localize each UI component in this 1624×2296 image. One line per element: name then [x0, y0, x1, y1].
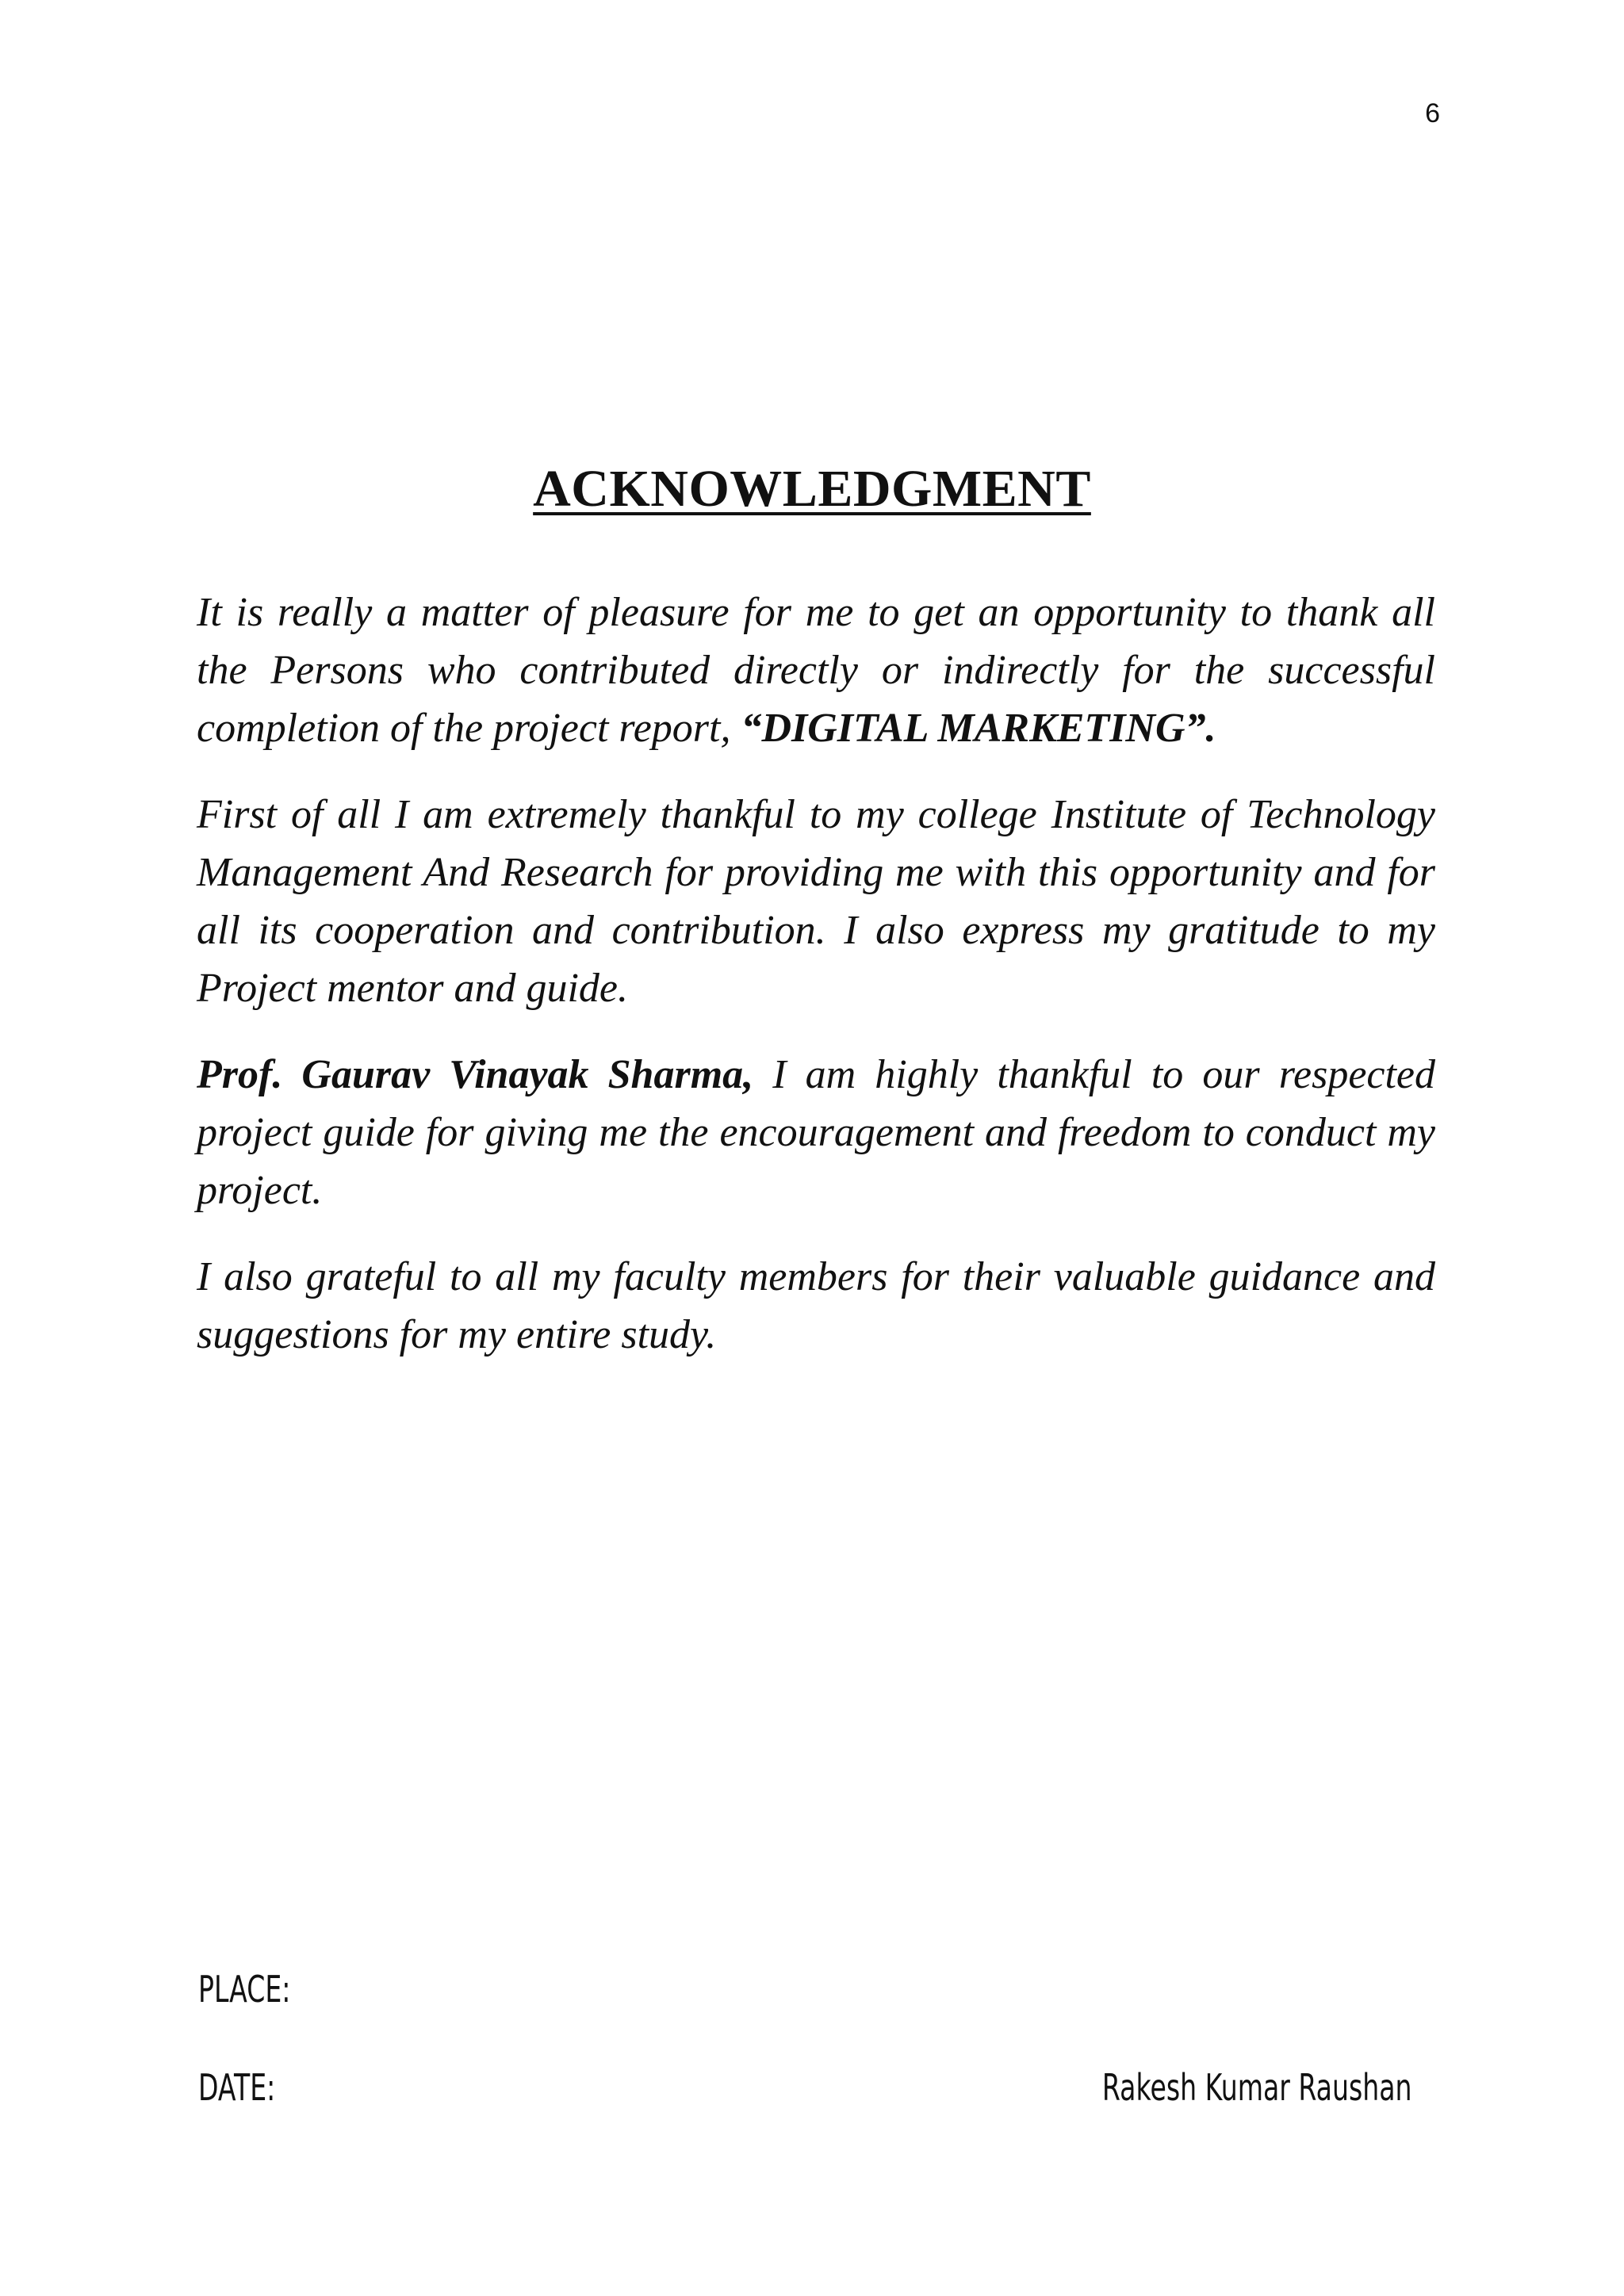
guide-name-emphasis: Prof. Gaurav Vinayak Sharma,	[197, 1052, 754, 1097]
place-label: PLACE:	[198, 1968, 291, 2011]
paragraph-4-text: I also grateful to all my faculty members for their valuable guidance and suggestions for my entire study.	[197, 1254, 1435, 1357]
date-label: DATE:	[198, 2066, 276, 2109]
paragraph-3-text: I am highly thankful to our respected project guide for giving me the encouragement and freedom to conduct my project.	[197, 1052, 1436, 1213]
paragraph-1-text: It is really a matter of pleasure for me to get an opportunity to thank all the Persons who contributed directly or indirectly for the successful completion of the project report,	[197, 590, 1435, 751]
paragraph-3	[197, 1046, 1435, 1219]
paragraph-4	[197, 1248, 1435, 1364]
project-title-emphasis: “DIGITAL MARKETING”.	[741, 706, 1216, 751]
acknowledgment-body	[197, 584, 1435, 1392]
paragraph-2-text: First of all I am extremely thankful to my college Institute of Technology Management And Research for providing me with this opportunity and for all its cooperation and contribution. I also express my gratitude to my Project mentor and guide.	[197, 792, 1435, 1011]
page-title: ACKNOWLEDGMENT	[533, 460, 1091, 518]
paragraph-1	[197, 584, 1435, 757]
paragraph-2	[197, 786, 1435, 1017]
page-number: 6	[1425, 98, 1440, 128]
signature-name: Rakesh Kumar Raushan	[1101, 2066, 1411, 2109]
